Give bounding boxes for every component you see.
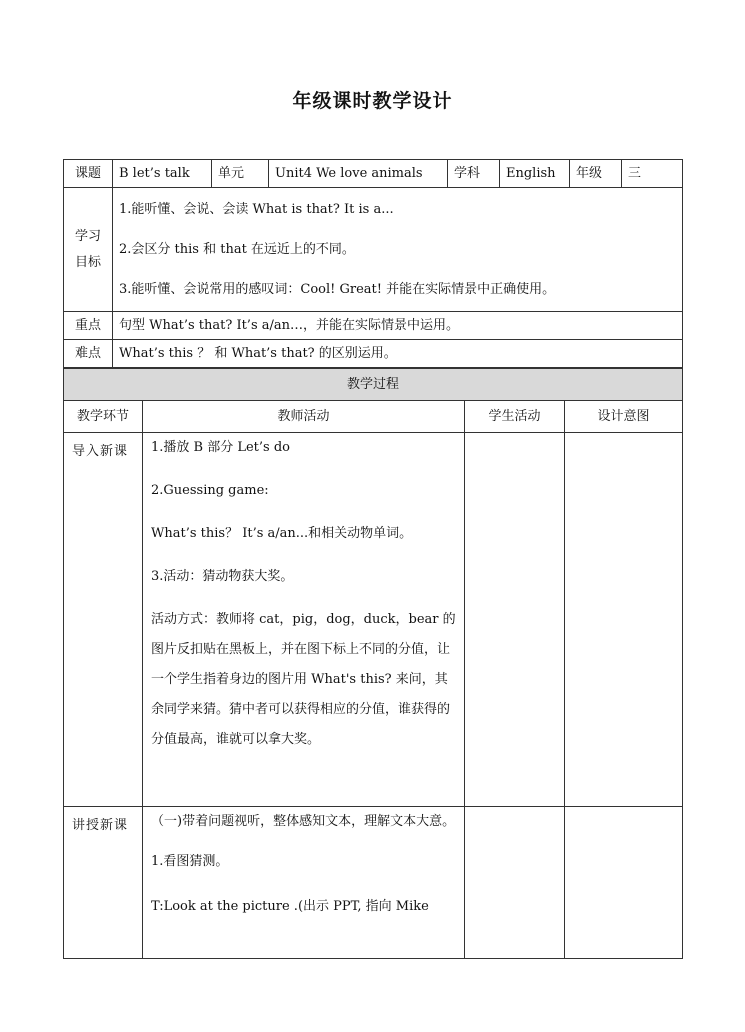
column-header: 教师活动 <box>143 401 465 433</box>
objective-item: 2.会区分 this 和 that 在远近上的不同。 <box>119 241 355 257</box>
activity-line: T:Look at the picture .(出示 PPT, 指向 Mike <box>151 899 429 914</box>
objectives-content <box>113 188 683 312</box>
activity-line: What’s this？ It’s a/an...和相关动物单词。 <box>151 526 413 541</box>
activity-line: 2.Guessing game: <box>151 483 269 498</box>
activity-line: （一)带着问题视听，整体感知文本，理解文本大意。 <box>151 814 456 829</box>
topic-value: B let’s talk <box>113 160 212 188</box>
objectives-label: 学习 目标 <box>64 188 113 312</box>
design-intent <box>565 807 683 959</box>
column-header: 学生活动 <box>465 401 565 433</box>
key-point-label: 重点 <box>64 312 113 340</box>
difficulty-value: What’s this ？ 和 What’s that? 的区别运用。 <box>113 340 683 368</box>
subject-value: English <box>500 160 570 188</box>
activity-line: 3.活动：猜动物获大奖。 <box>151 569 294 584</box>
process-header-table <box>63 368 683 433</box>
student-activity <box>465 807 565 959</box>
unit-label: 单元 <box>212 160 269 188</box>
activity-line: 1.看图猜测。 <box>151 854 229 869</box>
key-point-value: 句型 What’s that? It’s a/an…，并能在实际情景中运用。 <box>113 312 683 340</box>
lesson-info-table <box>63 159 683 368</box>
stage-label: 讲授新课 <box>64 807 143 959</box>
stage-label: 导入新课 <box>64 433 143 807</box>
activity-line: 活动方式：教师将 cat，pig，dog，duck，bear 的图片反扣贴在黑板上，并在图下标上不同的分值，让一个学生指着身边的图片用 What's this? 来问，其余同学来猜。猜中者可以获得相应的分值，谁获得的分值最高，谁就可以拿大奖。 <box>151 612 456 747</box>
topic-label: 课题 <box>64 160 113 188</box>
subject-label: 学科 <box>448 160 500 188</box>
grade-label: 年级 <box>570 160 622 188</box>
activity-line: 1.播放 B 部分 Let’s do <box>151 440 290 455</box>
objective-item: 3.能听懂、会说常用的感叹词：Cool! Great! 并能在实际情景中正确使用。 <box>119 281 556 297</box>
process-header: 教学过程 <box>64 369 683 401</box>
process-table <box>63 432 683 959</box>
page-title: 年级课时教学设计 <box>292 90 453 112</box>
teacher-activity <box>143 433 465 807</box>
student-activity <box>465 433 565 807</box>
column-header: 教学环节 <box>64 401 143 433</box>
column-header: 设计意图 <box>565 401 683 433</box>
unit-value: Unit4 We love animals <box>269 160 448 188</box>
objective-item: 1.能听懂、会说、会读 What is that? It is a... <box>119 201 394 217</box>
difficulty-label: 难点 <box>64 340 113 368</box>
teacher-activity <box>143 807 465 959</box>
grade-value: 三 <box>622 160 683 188</box>
design-intent <box>565 433 683 807</box>
